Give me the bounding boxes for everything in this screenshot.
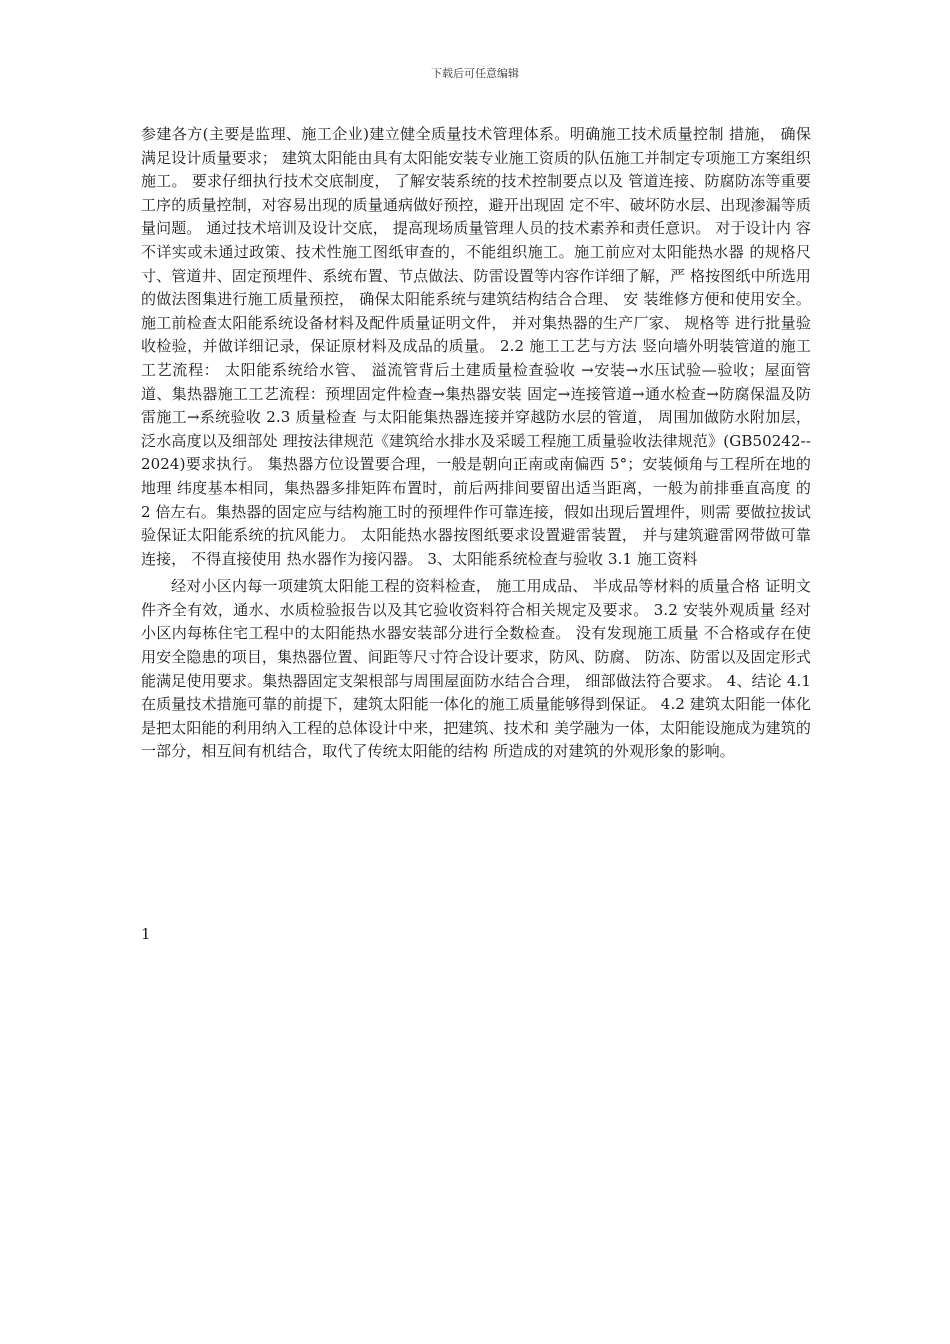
body-paragraph-2: 经对小区内每一项建筑太阳能工程的资料检查， 施工用成品、 半成品等材料的质量合格 证明文件齐全有效，通水、水质检验报告以及其它验收资料符合相关规定及要求。 3.2 安装外观质量 经对小区内每栋住宅工程中的太阳能热水器安装部分进行全数检查。 没有发现施工质量 不合格或存在使用安全隐患的项目，集热器位置、间距等尺寸符合设计要求，防风、防腐、 防冻、防雷以及固定形式能满足使用要求。集热器固定支架根部与周围屋面防水结合合理， 细部做法符合要求。 4、结论 4.1 在质量技术措施可靠的前提下，建筑太阳能一体化的施工质量能够得到保证。 4.2 建筑太阳能一体化是把太阳能的利用纳入工程的总体设计中来，把建筑、技术和 美学融为一体，太阳能设施成为建筑的一部分，相互间有机结合，取代了传统太阳能的结构 所造成的对建筑的外观形象的影响。 [141, 577, 811, 761]
body-paragraph-1: 参建各方(主要是监理、施工企业)建立健全质量技术管理体系。明确施工技术质量控制 措施， 确保满足设计质量要求； 建筑太阳能由具有太阳能安装专业施工资质的队伍施工并制定专项施工方案组织施工。 要求仔细执行技术交底制度， 了解安装系统的技术控制要点以及 管道连接、防腐防冻等重要工序的质量控制，对容易出现的质量通病做好预控，避开出现固 定不牢、破坏防水层、出现渗漏等质量问题。 通过技术培训及设计交底， 提高现场质量管理人员的技术素养和责任意识。 对于设计内 容不详实或未通过政策、技术性施工图纸审查的，不能组织施工。施工前应对太阳能热水器 的规格尺寸、管道井、固定预埋件、系统布置、节点做法、防雷设置等内容作详细了解，严 格按图纸中所选用的做法图集进行施工质量预控， 确保太阳能系统与建筑结构结合合理、 安 装维修方便和使用安全。 施工前检查太阳能系统设备材料及配件质量证明文件， 并对集热器的生产厂家、 规格等 进行批量验收检验，并做详细记录，保证原材料及成品的质量。 2.2 施工工艺与方法 竖向墙外明装管道的施工工艺流程： 太阳能系统给水管、 溢流管背后土建质量检查验收 →安装→水压试验—验收；屋面管道、集热器施工工艺流程：预埋固定件检查→集热器安装 固定→连接管道→通水检查→防腐保温及防雷施工→系统验收 2.3 质量检查 与太阳能集热器连接并穿越防水层的管道， 周围加做防水附加层， 泛水高度以及细部处 理按法律规范《建筑给水排水及采暖工程施工质量验收法律规范》(GB50242--2024)要求执行。 集热器方位设置要合理，一般是朝向正南或南偏西 5°；安装倾角与工程所在地的地理 纬度基本相同，集热器多排矩阵布置时，前后两排间要留出适当距离，一般为前排垂直高度 的 2 倍左右。集热器的固定应与结构施工时的预埋件作可靠连接，假如出现后置埋件，则需 要做拉拔试验保证太阳能系统的抗风能力。 太阳能热水器按图纸要求设置避雷装置， 并与建筑避雷网带做可靠连接， 不得直接使用 热水器作为接闪器。 3、太阳能系统检查与验收 3.1 施工资料 [141, 125, 811, 568]
page-header-note: 下载后可任意编辑 [431, 67, 519, 80]
page-number: 1 [141, 925, 151, 943]
document-body [141, 123, 811, 764]
